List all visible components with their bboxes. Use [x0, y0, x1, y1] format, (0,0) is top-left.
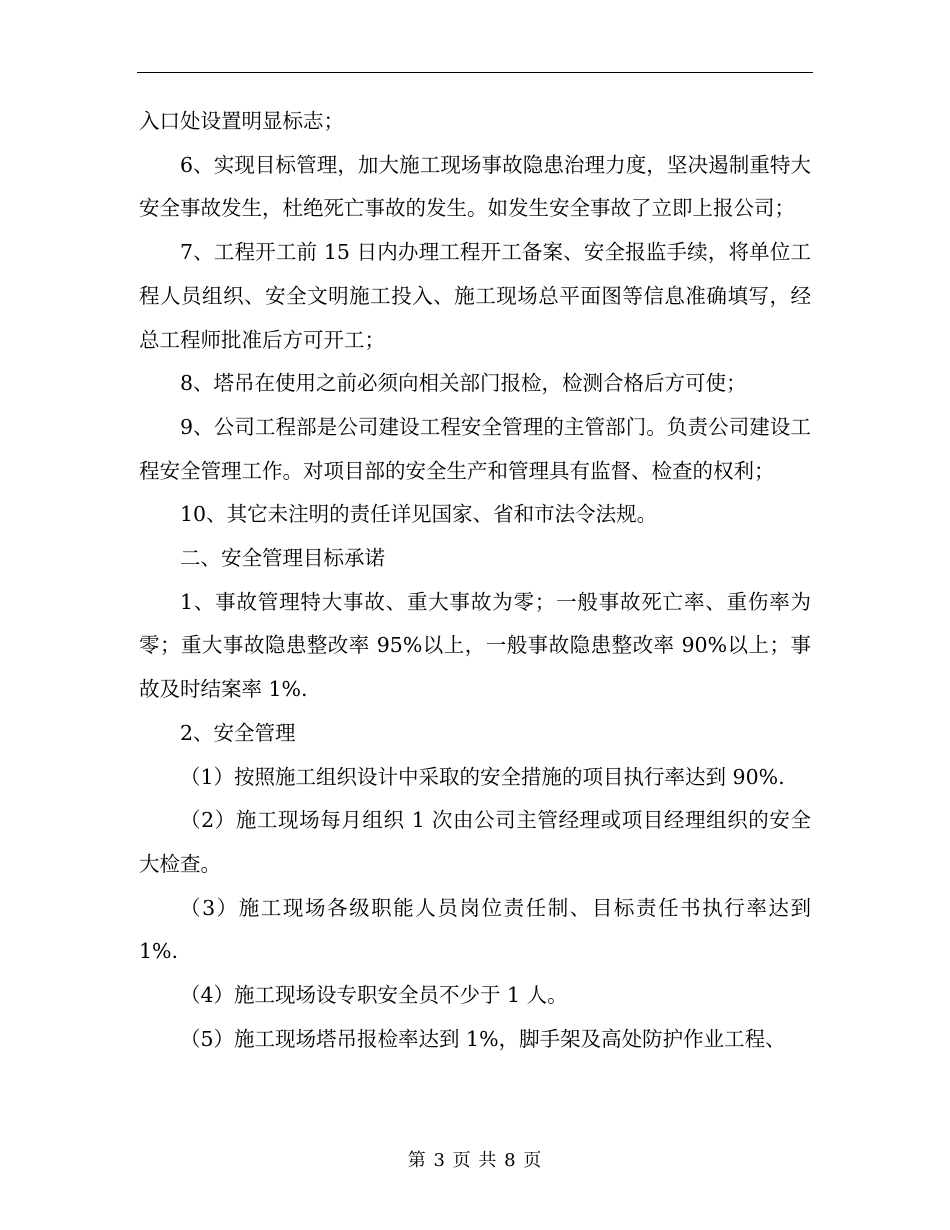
paragraph: （5）施工现场塔吊报检率达到 1%，脚手架及高处防护作业工程、	[180, 1026, 786, 1051]
paragraph: 二、安全管理目标承诺	[180, 546, 385, 571]
paragraph: （2）施工现场每月组织 1 次由公司主管经理或项目经理组织的安全大检查。	[139, 808, 811, 876]
paragraph: （3）施工现场各级职能人员岗位责任制、目标责任书执行率达到 1%.	[139, 895, 811, 964]
paragraph: 7、工程开工前 15 日内办理工程开工备案、安全报监手续，将单位工程人员组织、安全文明施工投入、施工现场总平面图等信息准确填写，经总工程师批准后方可开工；	[139, 240, 811, 352]
paragraph: 10、其它未注明的责任详见国家、省和市法令法规。	[180, 502, 658, 527]
paragraph: （4）施工现场设专职安全员不少于 1 人。	[180, 983, 568, 1008]
document-body	[139, 100, 811, 1061]
paragraph: （1）按照施工组织设计中采取的安全措施的项目执行率达到 90%.	[180, 764, 785, 789]
paragraph: 8、塔吊在使用之前必须向相关部门报检，检测合格后方可使；	[180, 371, 747, 396]
paragraph: 入口处设置明显标志；	[139, 109, 344, 133]
paragraph: 1、事故管理特大事故、重大事故为零；一般事故死亡率、重伤率为零；重大事故隐患整改率 95%以上，一般事故隐患整改率 90%以上；事故及时结案率 1%.	[139, 589, 811, 702]
page-number-footer: 第 3 页 共 8 页	[407, 1150, 543, 1171]
paragraph: 6、实现目标管理，加大施工现场事故隐患治理力度，坚决遏制重特大安全事故发生，杜绝死亡事故的发生。如发生安全事故了立即上报公司；	[139, 152, 811, 221]
header-divider	[137, 72, 813, 73]
paragraph: 9、公司工程部是公司建设工程安全管理的主管部门。负责公司建设工程安全管理工作。对项目部的安全生产和管理具有监督、检查的权利；	[139, 414, 811, 483]
paragraph: 2、安全管理	[180, 720, 296, 745]
